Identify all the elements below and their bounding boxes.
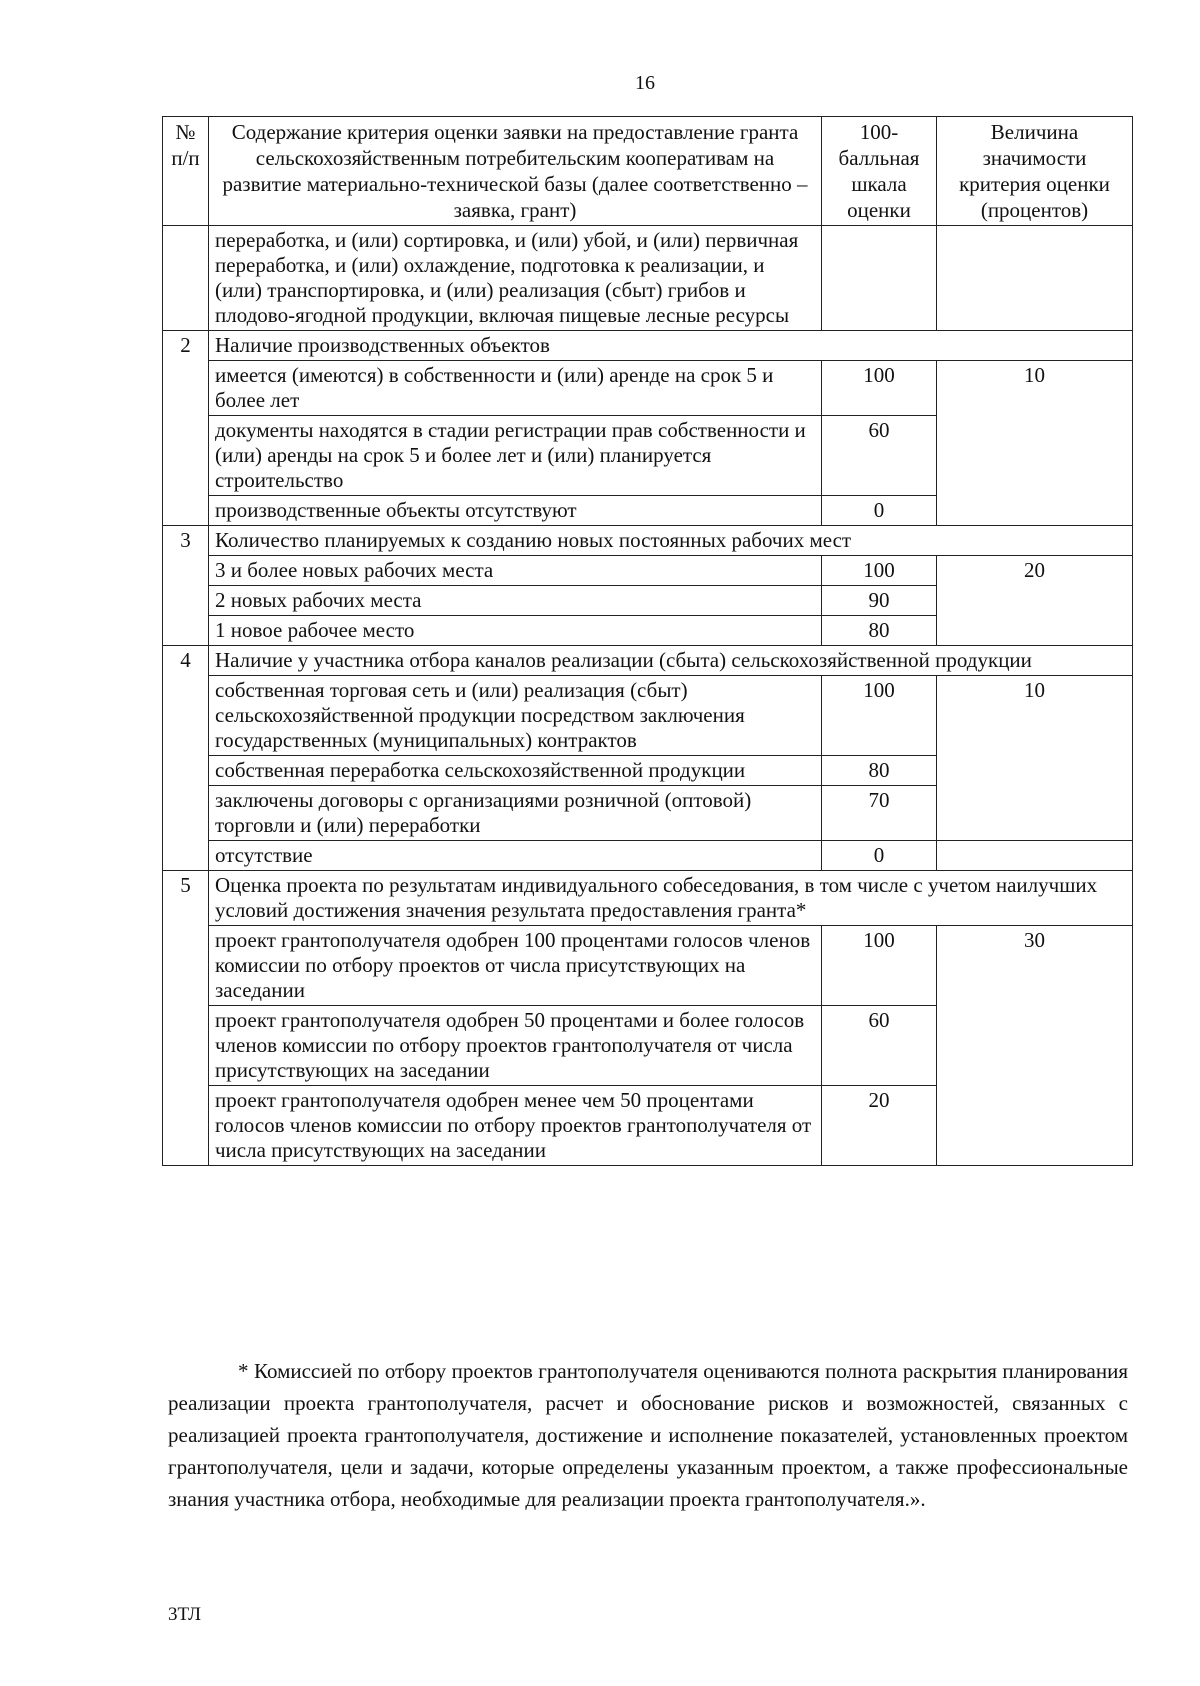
continuation-weight	[937, 226, 1133, 331]
option-text: проект грантополучателя одобрен менее чем 50 процентами голосов членов комиссии по отбору проектов грантополучателя от числа присутствующих на заседании	[209, 1086, 822, 1166]
option-score: 70	[822, 786, 937, 841]
empty-weight-cell	[937, 841, 1133, 871]
criterion-number: 5	[163, 871, 209, 1166]
option-score: 100	[822, 926, 937, 1006]
option-text: собственная переработка сельскохозяйственной продукции	[209, 756, 822, 786]
option-text: отсутствие	[209, 841, 822, 871]
criteria-table	[162, 116, 1133, 1166]
option-score: 60	[822, 416, 937, 496]
header-content: Содержание критерия оценки заявки на предоставление гранта сельскохозяйственным потребительским кооперативам на развитие материально-технической базы (далее соответственно – заявка, грант)	[209, 117, 822, 226]
option-score: 100	[822, 556, 937, 586]
criterion-title-row	[163, 646, 1133, 676]
table-header-row	[163, 117, 1133, 226]
criterion-title: Наличие у участника отбора каналов реализации (сбыта) сельскохозяйственной продукции	[209, 646, 1133, 676]
option-text: проект грантополучателя одобрен 50 процентами и более голосов членов комиссии по отбору проектов грантополучателя от числа присутствующих на заседании	[209, 1006, 822, 1086]
option-score: 90	[822, 586, 937, 616]
option-score: 20	[822, 1086, 937, 1166]
continuation-text: переработка, и (или) сортировка, и (или) убой, и (или) первичная переработка, и (или) охлаждение, подготовка к реализации, и (или) транспортировка, и (или) реализация (сбыт) грибов и плодово-ягодной продукции, включая пищевые лесные ресурсы	[209, 226, 822, 331]
criterion-number: 2	[163, 331, 209, 526]
criterion-title: Наличие производственных объектов	[209, 331, 1133, 361]
criterion-weight: 30	[937, 926, 1133, 1166]
criterion-title-row	[163, 871, 1133, 926]
option-text: собственная торговая сеть и (или) реализация (сбыт) сельскохозяйственной продукции посредством заключения государственных (муниципальных) контрактов	[209, 676, 822, 756]
criterion-weight: 20	[937, 556, 1133, 646]
criterion-option-row	[163, 926, 1133, 1006]
header-num: № п/п	[163, 117, 209, 226]
criterion-option-row	[163, 361, 1133, 416]
option-text: производственные объекты отсутствуют	[209, 496, 822, 526]
option-score: 0	[822, 496, 937, 526]
criterion-title-row	[163, 331, 1133, 361]
criterion-title-row	[163, 526, 1133, 556]
criterion-number: 3	[163, 526, 209, 646]
footnote: * Комиссией по отбору проектов грантополучателя оцениваются полнота раскрытия планирования реализации проекта грантополучателя, расчет и обоснование рисков и возможностей, связанных с реализацией проекта грантополучателя, достижение и исполнение показателей, установленных проектом грантополучателя, цели и задачи, которые определены указанным проектом, а также профессиональные знания участника отбора, необходимые для реализации проекта грантополучателя.».	[168, 1359, 1128, 1511]
header-weight: Величина значимости критерия оценки (процентов)	[937, 117, 1133, 226]
table-body	[163, 226, 1133, 1166]
criterion-option-row	[163, 676, 1133, 756]
continuation-num	[163, 226, 209, 331]
option-score: 100	[822, 676, 937, 756]
continuation-row	[163, 226, 1133, 331]
header-scale: 100-балльная шкала оценки	[822, 117, 937, 226]
option-score: 100	[822, 361, 937, 416]
criterion-title: Количество планируемых к созданию новых постоянных рабочих мест	[209, 526, 1133, 556]
criterion-number: 4	[163, 646, 209, 871]
option-text: имеется (имеются) в собственности и (или) аренде на срок 5 и более лет	[209, 361, 822, 416]
criterion-weight: 10	[937, 676, 1133, 841]
option-score: 80	[822, 756, 937, 786]
criterion-option-row	[163, 556, 1133, 586]
criterion-option-row	[163, 841, 1133, 871]
option-text: 3 и более новых рабочих места	[209, 556, 822, 586]
option-text: документы находятся в стадии регистрации прав собственности и (или) аренды на срок 5 и более лет и (или) планируется строительство	[209, 416, 822, 496]
page-number: 16	[635, 72, 655, 94]
option-score: 0	[822, 841, 937, 871]
option-text: заключены договоры с организациями розничной (оптовой) торговли и (или) переработки	[209, 786, 822, 841]
document-marker: 3ТЛ	[168, 1604, 202, 1625]
option-text: 2 новых рабочих места	[209, 586, 822, 616]
option-text: 1 новое рабочее место	[209, 616, 822, 646]
option-text: проект грантополучателя одобрен 100 процентами голосов членов комиссии по отбору проектов от числа присутствующих на заседании	[209, 926, 822, 1006]
criterion-title: Оценка проекта по результатам индивидуального собеседования, в том числе с учетом наилучших условий достижения значения результата предоставления гранта*	[209, 871, 1133, 926]
criterion-weight: 10	[937, 361, 1133, 526]
option-score: 60	[822, 1006, 937, 1086]
option-score: 80	[822, 616, 937, 646]
continuation-score	[822, 226, 937, 331]
